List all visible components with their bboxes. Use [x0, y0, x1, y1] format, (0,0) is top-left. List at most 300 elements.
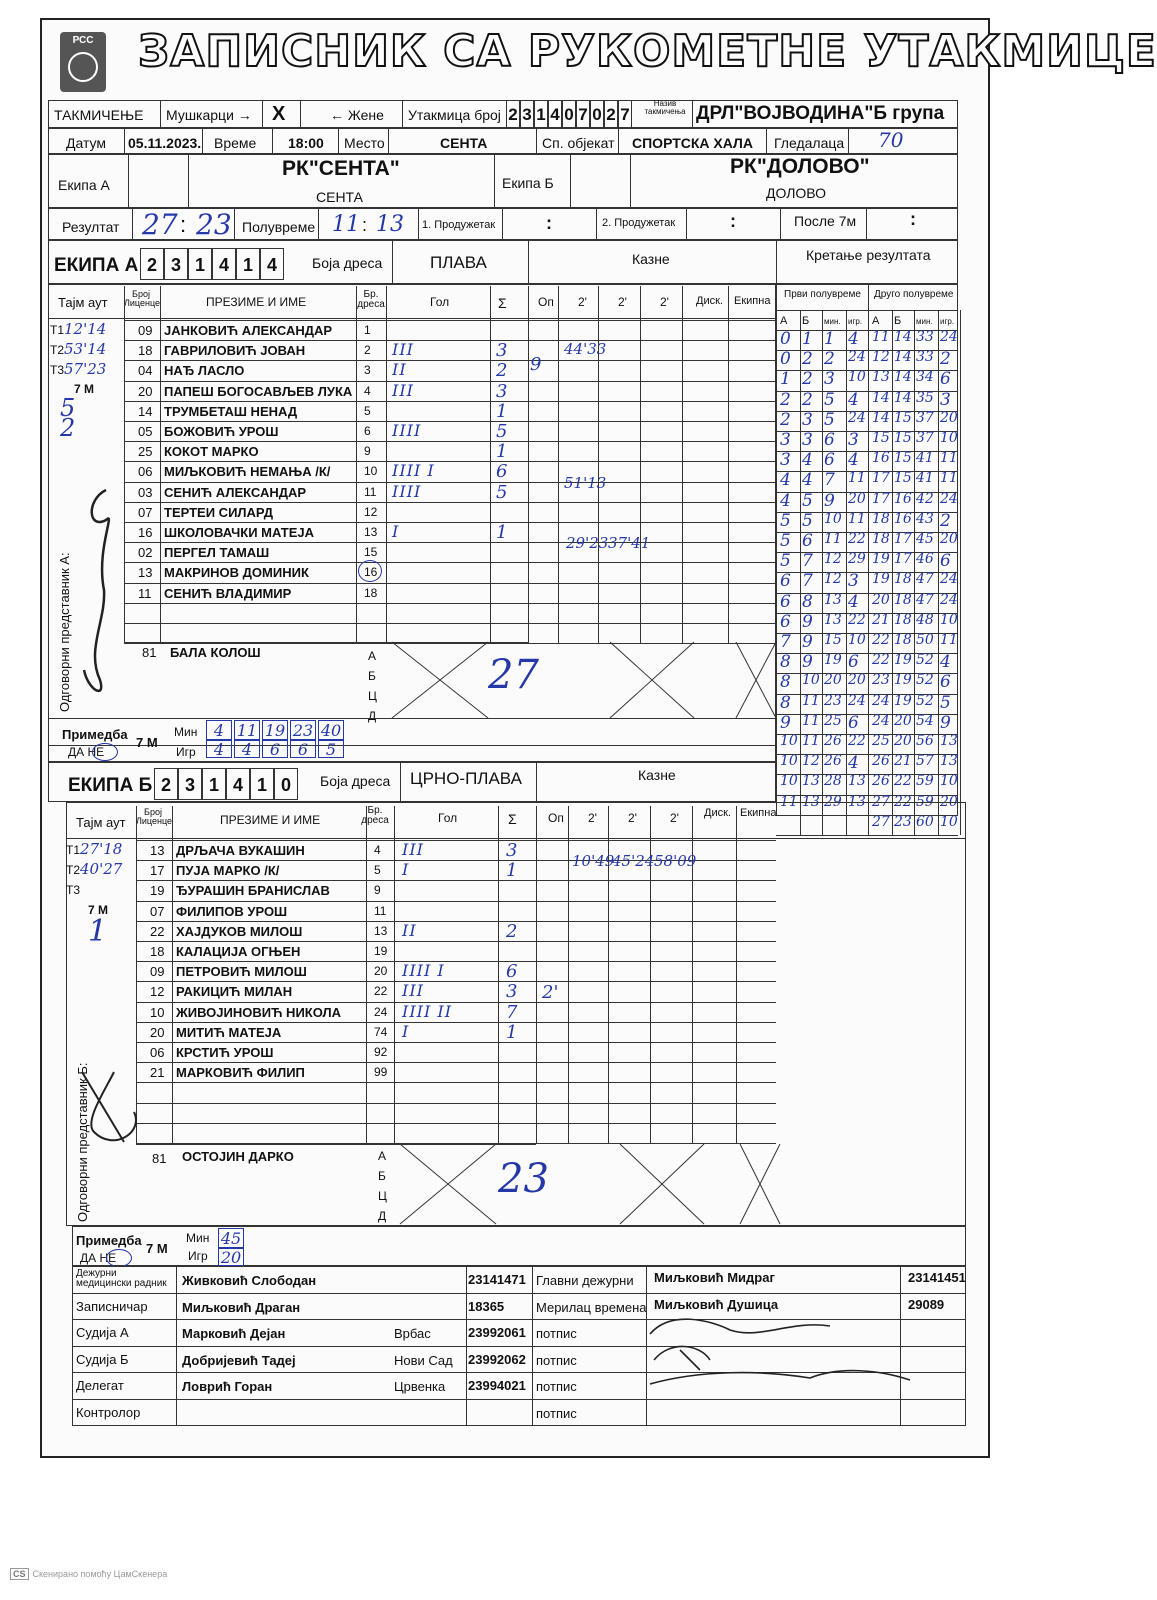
progress-cell: 0 [780, 349, 791, 370]
progress-cell: 15 [894, 409, 912, 426]
table-row [124, 562, 544, 582]
progress-cell: 14 [894, 349, 912, 366]
progress-cell: 28 [824, 773, 842, 790]
time-value: 18:00 [288, 135, 324, 151]
player-goal-sum: 2 [496, 360, 508, 382]
progress-cell: 37 [916, 430, 934, 446]
progress-cell: 15 [872, 430, 890, 446]
progress-cell: 37 [916, 409, 934, 426]
progress-cell: 5 [780, 510, 791, 531]
player-jersey-no: 99 [374, 1065, 388, 1080]
team-a-official-letters: А Б Ц Д [368, 649, 377, 723]
progress-cell: 4 [848, 329, 859, 349]
progress-cell: 60 [916, 813, 934, 830]
progress-cell: 10 [780, 733, 798, 749]
progress-cell: 6 [780, 571, 791, 592]
official-license: 23992061 [468, 1325, 526, 1341]
team-a-yes-no: ДА НЕ [68, 745, 105, 759]
progress-cell: 6 [848, 712, 859, 733]
team-a-code-digit: 4 [212, 248, 236, 280]
rss-logo: РСС [60, 32, 106, 92]
progress-cell: 10 [848, 369, 866, 386]
progress-cell: 1 [780, 369, 791, 390]
player-goal-sum: 1 [506, 860, 518, 882]
progress-cell: 19 [872, 551, 890, 568]
seven-m-minute: 11 [234, 720, 260, 740]
official-role-right: Мерилац времена [536, 1299, 647, 1315]
progress-cell: 3 [780, 430, 791, 450]
progress-cell: 27 [872, 813, 890, 830]
progress-cell: 21 [872, 611, 890, 628]
col-jersey-no: Бр. дреса [357, 289, 385, 310]
player-license: 20 [138, 383, 153, 399]
team-a-team-crossed [736, 642, 776, 718]
progress-cell: 11 [872, 329, 890, 345]
col-b-name: ПРЕЗИМЕ И ИМЕ [220, 813, 321, 827]
team-b-rep-label: Одговорни представник Б: [75, 1062, 90, 1222]
progress-cell: 5 [780, 531, 791, 551]
handball-icon [68, 52, 98, 82]
after-7m-colon: : [910, 209, 916, 229]
progress-cell: 2 [824, 349, 835, 370]
team-b-yes-no: ДА НЕ [80, 1251, 117, 1265]
player-name: ЖИВОЈИНОВИЋ НИКОЛА [176, 1004, 342, 1020]
table-row [124, 461, 544, 481]
second-half-label: Друго полувреме [874, 289, 954, 300]
progress-cell: 8 [780, 652, 791, 673]
progress-cell: 15 [824, 632, 842, 648]
progress-cell: 9 [802, 632, 813, 652]
team-a-jersey-label: Боја дреса [312, 255, 383, 271]
col-b-sum: Σ [508, 811, 517, 827]
table-row [136, 1022, 556, 1042]
progress-cell: 54 [916, 712, 934, 729]
progress-cell: 10 [940, 773, 958, 790]
progress-cell: 13 [940, 733, 958, 749]
table-row [124, 522, 544, 542]
progress-cell: 24 [872, 712, 890, 729]
progress-cell: 1 [824, 329, 835, 349]
progress-cell: 35 [916, 389, 934, 406]
player-name: ПУЈА МАРКО /К/ [176, 863, 280, 879]
team-b-min-label: Мин [186, 1231, 210, 1245]
progress-cell: 13 [824, 611, 842, 628]
men-label: Мушкарци → [166, 107, 252, 123]
match-number [506, 100, 632, 128]
competition-name: ДРЛ"ВОЈВОДИНА"Б група [696, 103, 945, 124]
team-b-code-digit: 0 [274, 768, 298, 800]
team-a-rep-label: Одговорни представник А: [57, 552, 72, 712]
progress-cell: 3 [848, 571, 859, 592]
team-b-7m-label: 7 М [88, 903, 109, 917]
progress-cell: 9 [940, 712, 951, 733]
progress-cell: 48 [916, 611, 934, 628]
progress-cell: 33 [916, 329, 934, 345]
team-b-official-name: ОСТОЈИН ДАРКО [182, 1149, 294, 1164]
player-name: ПЕТРОВИЋ МИЛОШ [176, 964, 307, 980]
official-role-label: Делегат [76, 1378, 124, 1394]
progress-cell: 20 [894, 733, 912, 749]
table-row [124, 502, 544, 522]
progress-cell: 10 [802, 672, 820, 689]
col-b-jersey-no: Бр. дреса [361, 805, 389, 826]
player-name: ТЕРТЕИ СИЛАРД [164, 504, 274, 520]
player-goal-sum: 1 [506, 1021, 518, 1043]
player-name: ТРУМБЕТАШ НЕНАД [164, 403, 298, 419]
col-b-timeout: Тајм аут [76, 815, 126, 830]
progress-cell: 24 [848, 349, 866, 366]
official-role-label: Судија А [76, 1325, 129, 1341]
progress-cell: 10 [940, 813, 958, 830]
progress-cell: 46 [916, 551, 934, 568]
player-goal-sum: 1 [496, 400, 508, 422]
progress-cell: 4 [848, 591, 859, 612]
team-a-7m-label: 7 М [74, 382, 95, 396]
progress-cell: 6 [824, 430, 835, 450]
progress-cell: 18 [872, 510, 890, 527]
match-number-digit: 4 [548, 100, 562, 128]
player-name: МИЉКОВИЋ НЕМАЊА /К/ [164, 464, 331, 480]
player-name: КРСТИЋ УРОШ [176, 1045, 274, 1060]
progress-cell: 42 [916, 490, 934, 507]
progress-cell: 50 [916, 632, 934, 648]
progress-cell: 13 [802, 793, 820, 810]
team-b-code-digit: 1 [202, 768, 226, 800]
team-b-warning: 2' [542, 982, 559, 1003]
col-goals: Гол [430, 295, 450, 309]
progress-cell: 4 [802, 450, 813, 471]
progress-cell: 20 [940, 793, 958, 810]
player-name: БОЖОВИЋ УРОШ [164, 424, 279, 439]
team-b-code-digit: 1 [250, 768, 274, 800]
half-b: 13 [376, 212, 404, 237]
overtime2-colon: : [730, 211, 736, 231]
progress-cell: 20 [894, 712, 912, 729]
progress-cell: 23 [894, 813, 912, 830]
progress-cell: 52 [916, 692, 934, 709]
col-b-2min-1: 2' [588, 811, 597, 825]
progress-cell: 12 [824, 571, 842, 588]
team-b-7m-val-1: 1 [88, 914, 108, 949]
col-b-goals: Гол [438, 811, 458, 825]
table-row [136, 1062, 556, 1082]
team-b-7m-bar-label: 7 М [146, 1241, 168, 1256]
progress-cell: 0 [780, 329, 791, 349]
progress-cell: 15 [894, 430, 912, 446]
progress-cell: 10 [780, 753, 798, 770]
team-b-code [154, 768, 298, 800]
progress-cell: 34 [916, 369, 934, 386]
match-number-digit: 2 [506, 100, 520, 128]
player-name: ФИЛИПОВ УРОШ [176, 903, 288, 919]
progress-cell: 7 [824, 470, 835, 491]
progress-cell: 17 [872, 490, 890, 507]
progress-cell: 9 [802, 652, 813, 673]
result-colon: : [180, 212, 187, 237]
progress-cell: 4 [848, 753, 859, 774]
player-license: 25 [138, 444, 153, 460]
progress-col-b: Б [894, 315, 902, 327]
player-name: ПЕРГЕЛ ТАМАШ [164, 545, 270, 561]
col-2min-3: 2' [660, 295, 669, 309]
progress-cell: 2 [780, 389, 791, 410]
table-row [124, 482, 544, 502]
player-name: МАКРИНОВ ДОМИНИК [164, 565, 309, 581]
col-disq: Диск. [696, 295, 723, 307]
scanner-watermark: CS Скенирано помоћу ЦамСкенера [10, 1568, 167, 1580]
progress-cell: 26 [824, 733, 842, 749]
table-row [124, 401, 544, 421]
overtime1-label: 1. Продужетак [422, 219, 496, 231]
table-row [124, 360, 544, 380]
progress-col-a: А [872, 315, 880, 327]
official-role-label: Контролор [76, 1405, 141, 1420]
player-goal-sum: 1 [496, 441, 508, 463]
table-row [124, 583, 544, 603]
progress-cell: 26 [872, 753, 890, 770]
team-b-goal-crossed [400, 1144, 496, 1224]
progress-cell: 25 [872, 733, 890, 749]
progress-cell: 20 [824, 672, 842, 689]
official-license-right: 29089 [908, 1296, 945, 1312]
team-a-pen-crossed [610, 642, 694, 718]
official-role-label: Судија Б [76, 1351, 129, 1367]
progress-cell: 4 [780, 490, 791, 511]
official-name: Марковић Дејан [182, 1326, 286, 1342]
overtime1-colon: : [546, 213, 552, 233]
progress-cell: 4 [940, 652, 951, 673]
progress-cell: 29 [848, 551, 866, 568]
match-number-label: Утакмица број [408, 107, 501, 123]
team-b-no-circle [106, 1249, 132, 1267]
progress-cell: 6 [940, 672, 951, 693]
player-license: 20 [150, 1024, 165, 1040]
official-name-right: Миљковић Душица [654, 1296, 779, 1312]
player-name: ХАЈДУКОВ МИЛОШ [176, 923, 303, 939]
men-mark: X [272, 103, 286, 125]
team-a-jersey: ПЛАВА [430, 253, 487, 272]
col-timeout: Тајм аут [58, 295, 108, 310]
seven-m-minute: 23 [290, 720, 316, 740]
team-a-code-digit: 1 [236, 248, 260, 280]
team-a-penalty-4: 37'41 [608, 534, 651, 552]
half-colon: : [362, 215, 368, 235]
table-row [136, 901, 556, 921]
progress-cell: 2 [940, 349, 951, 370]
progress-cell: 17 [894, 551, 912, 568]
table-row [136, 840, 556, 860]
official-license: 23992062 [468, 1351, 526, 1367]
progress-cell: 4 [780, 470, 791, 491]
player-license: 07 [150, 903, 165, 919]
progress-cell: 29 [824, 793, 842, 810]
progress-col-igr: игр. [848, 317, 863, 326]
player-license: 10 [150, 1004, 165, 1020]
progress-cell: 19 [824, 652, 842, 669]
progress-cell: 14 [894, 389, 912, 406]
col-team: Екипна [734, 295, 771, 307]
team-a-label: Екипа А [58, 177, 110, 193]
player-goal-tally: II [402, 920, 417, 940]
progress-cell: 11 [824, 531, 842, 547]
team-a-min-label: Мин [174, 725, 198, 739]
player-name: ДРЉАЧА ВУКАШИН [176, 843, 305, 858]
player-name: ПАПЕШ БОГОСАВЉЕВ ЛУКА [164, 383, 353, 399]
progress-cell: 2 [802, 349, 813, 370]
player-goal-tally: IIII I [402, 961, 445, 981]
seven-m-minute: 40 [318, 720, 344, 740]
progress-cell: 6 [824, 450, 835, 471]
team-b-team-crossed [740, 1144, 780, 1224]
team-a-code [140, 248, 284, 280]
progress-cell: 6 [848, 652, 859, 673]
player-name: СЕНИЋ ВЛАДИМИР [164, 585, 292, 601]
progress-cell: 5 [780, 551, 791, 572]
player-jersey-no: 5 [374, 863, 381, 878]
team-a-penalty-1: 44'33 [564, 340, 607, 358]
progress-cell: 11 [848, 510, 866, 527]
progress-cell: 24 [848, 409, 866, 426]
col-b-disq: Диск. [704, 807, 731, 819]
team-a-name: РК"СЕНТА" [282, 157, 400, 180]
progress-cell: 17 [872, 470, 890, 487]
team-a-penalties-label: Казне [632, 251, 670, 267]
player-jersey-no: 3 [364, 363, 371, 378]
official-role-label: Записничар [76, 1298, 148, 1314]
progress-cell: 20 [848, 672, 866, 689]
progress-cell: 14 [894, 369, 912, 386]
progress-cell: 59 [916, 773, 934, 790]
table-row [124, 421, 544, 441]
team-a-warning: 9 [530, 354, 542, 375]
result-a: 27 [142, 208, 178, 241]
progress-cell: 2 [802, 369, 813, 390]
progress-cell: 15 [894, 450, 912, 467]
after-7m-label: После 7м [794, 213, 857, 229]
player-jersey-no: 18 [364, 585, 378, 600]
player-goal-tally: II [392, 360, 407, 380]
score-progress-label: Кретање резултата [806, 247, 931, 263]
progress-cell: 17 [894, 531, 912, 547]
progress-cell: 16 [894, 490, 912, 507]
official-name: Живковић Слободан [182, 1273, 317, 1288]
progress-cell: 13 [872, 369, 890, 386]
table-row [136, 981, 559, 1003]
first-half-label: Први полувреме [784, 289, 861, 300]
place-value: СЕНТА [440, 135, 488, 151]
progress-cell: 4 [802, 470, 813, 491]
jersey-16-circle [358, 560, 382, 582]
player-name: КАЛАЦИЈА ОГЊЕН [176, 944, 301, 959]
player-goal-sum: 2 [506, 920, 518, 942]
official-license-right: 23141451 [908, 1270, 966, 1285]
team-a-7m-val-2: 2 [60, 414, 76, 442]
match-number-digit: 0 [590, 100, 604, 128]
official-role-right: потпис [536, 1406, 577, 1421]
spectators-value: 70 [878, 128, 904, 152]
col-license: Број Лиценце [124, 289, 161, 308]
team-b-jersey: ЦРНО-ПЛАВА [410, 769, 522, 788]
team-a-title: ЕКИПА А [54, 255, 139, 276]
progress-cell: 18 [894, 571, 912, 588]
progress-cell: 11 [780, 793, 798, 810]
progress-cell: 14 [872, 409, 890, 426]
player-goal-sum: 6 [506, 961, 518, 983]
official-role-right: потпис [536, 1326, 577, 1342]
result-label: Резултат [62, 219, 120, 235]
col-2min-1: 2' [578, 295, 587, 309]
progress-cell: 3 [848, 430, 859, 450]
date-value: 05.11.2023. [128, 135, 202, 151]
player-goal-tally: IIII [392, 421, 422, 440]
progress-cell: 2 [780, 409, 791, 430]
progress-cell: 47 [916, 571, 934, 588]
player-license: 12 [150, 984, 165, 1000]
table-row [136, 1002, 556, 1022]
match-number-digit: 3 [520, 100, 534, 128]
seven-m-player: 6 [290, 740, 316, 758]
progress-cell: 18 [894, 632, 912, 648]
player-jersey-no: 12 [364, 504, 378, 519]
player-license: 16 [138, 525, 153, 540]
match-number-digit: 0 [562, 100, 576, 128]
official-city: Нови Сад [394, 1352, 453, 1368]
table-row [136, 961, 556, 981]
player-license: 09 [150, 964, 165, 980]
col-2min-2: 2' [618, 295, 627, 309]
team-a-city: СЕНТА [316, 189, 363, 205]
col-b-team: Екипна [740, 807, 777, 819]
official-city: Црвенка [394, 1379, 446, 1395]
table-row [124, 340, 544, 360]
progress-cell: 14 [894, 329, 912, 345]
time-label: Време [214, 135, 257, 151]
half-a: 11 [332, 212, 360, 237]
progress-cell: 41 [916, 470, 934, 487]
col-sum: Σ [498, 295, 507, 311]
seven-m-player: 20 [218, 1248, 244, 1266]
progress-cell: 20 [848, 490, 866, 507]
progress-cell: 10 [780, 773, 798, 790]
player-goal-sum: 3 [496, 340, 508, 362]
venue-label: Сп. објекат [542, 135, 615, 151]
progress-cell: 26 [824, 753, 842, 770]
team-b-code-digit: 4 [226, 768, 250, 800]
player-goal-tally: I [402, 1021, 410, 1041]
col-b-warn: Оп [548, 811, 564, 825]
player-jersey-no: 13 [364, 525, 378, 539]
player-jersey-no: 4 [374, 843, 381, 857]
player-license: 19 [150, 883, 165, 899]
player-goal-sum: 7 [506, 1001, 518, 1023]
player-name: РАКИЦИЋ МИЛАН [176, 984, 293, 1000]
player-jersey-no: 11 [364, 484, 377, 499]
progress-cell: 16 [872, 450, 890, 467]
player-name: СЕНИЋ АЛЕКСАНДАР [164, 484, 307, 500]
player-jersey-no: 10 [364, 464, 378, 479]
progress-cell: 7 [802, 551, 813, 572]
player-name: ЂУРАШИН БРАНИСЛАВ [176, 883, 330, 899]
team-a-code-digit: 2 [140, 248, 164, 280]
player-license: 14 [138, 403, 153, 419]
player-license: 11 [138, 585, 152, 601]
player-license: 05 [138, 424, 153, 439]
team-a-7m-val-1: 5 [60, 394, 76, 422]
progress-cell: 22 [894, 793, 912, 810]
player-jersey-no: 22 [374, 984, 388, 999]
progress-cell: 24 [848, 692, 866, 709]
match-number-digit: 7 [618, 100, 632, 128]
